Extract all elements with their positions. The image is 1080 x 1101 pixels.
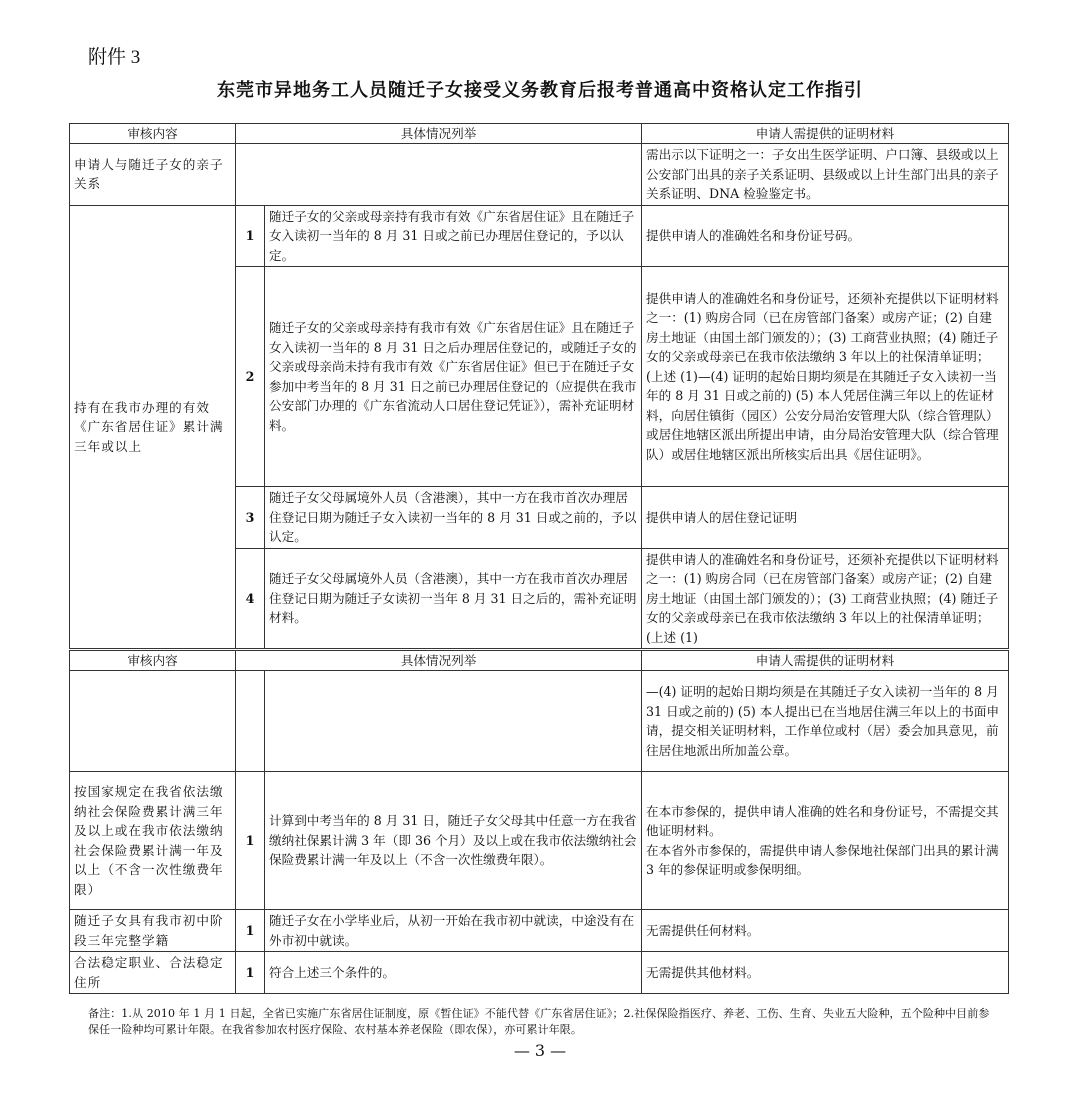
page-number: — 3 —: [513, 1041, 567, 1060]
table-row: [70, 205, 1009, 267]
row-number-empty: [236, 671, 265, 772]
column-header-materials: 申请人需提供的证明材料: [642, 124, 1009, 144]
row-number: 4: [236, 548, 265, 649]
materials-cell: —(4) 证明的起始日期均须是在其随迁子女入读初一当年的 8 月 31 日或之前的) (5) 本人提出已在当地居住满三年以上的书面申请，提交相关证明材料，工作单位或村（居）委会加具意见，前往居住地派出所加盖公章。: [642, 671, 1009, 772]
column-header-situation: 具体情况列举: [236, 651, 642, 671]
materials-cell: 需出示以下证明之一：子女出生医学证明、户口簿、县级或以上公安部门出具的亲子关系证明、县级或以上计生部门出具的亲子关系证明、DNA 检验鉴定书。: [642, 144, 1009, 206]
row-number: 2: [236, 267, 265, 487]
materials-other-city-insured: 在本省外市参保的，需提供申请人参保地社保部门出具的累计满 3 年的参保证明或参保明细。: [646, 842, 999, 877]
table-header-row: [70, 124, 1009, 144]
category-cell: 按国家规定在我省依法缴纳社会保险费累计满三年及以上或在我市依法缴纳社会保险费累计满一年及以上（不含一次性缴费年限）: [70, 772, 236, 910]
row-number: 3: [236, 487, 265, 549]
materials-local-insured: 在本市参保的，提供申请人准确的姓名和身份证号，不需提交其他证明材料。: [646, 803, 999, 838]
column-header-situation: 具体情况列举: [236, 124, 642, 144]
footnote: 备注：1.从 2010 年 1 月 1 日起，全省已实施广东省居住证制度，原《暂住证》不能代替《广东省居住证》；2.社保保险指医疗、养老、工伤、生育、失业五大险种，五个险种中目前参保任一险种均可累计年限。在我省参加农村医疗保险、农村基本养老保险（即农保），亦可累计年限。: [88, 1007, 990, 1036]
situation-cell: 随迁子女父母属境外人员（含港澳），其中一方在我市首次办理居住登记日期为随迁子女读初一当年 8 月 31 日之后的，需补充证明材料。: [265, 548, 642, 649]
situation-cell: 符合上述三个条件的。: [265, 952, 642, 994]
row-number: 1: [236, 772, 265, 910]
category-cell: 随迁子女具有我市初中阶段三年完整学籍: [70, 910, 236, 952]
materials-cell: 提供申请人的准确姓名和身份证号，还须补充提供以下证明材料之一：(1) 购房合同（已在房管部门备案）或房产证；(2) 自建房土地证（由国土部门颁发的）；(3) 工商营业执照；(4) 随迁子女的父亲或母亲已在我市依法缴纳 3 年以上的社保清单证明；(上述 (1): [642, 548, 1009, 649]
situation-cell-empty: [236, 144, 642, 206]
materials-cell: [642, 772, 1009, 910]
situation-cell: 随迁子女的父亲或母亲持有我市有效《广东省居住证》且在随迁子女入读初一当年的 8 月 31 日之后办理居住登记的，或随迁子女的父亲或母亲尚未持有我市有效《广东省居住证》但已于在随迁子女参加中考当年的 8 月 31 日之前已办理居住登记的（应提供在我市公安部门办理的《广东省流动人口居住登记凭证》），需补充证明材料。: [265, 267, 642, 487]
category-cell: 持有在我市办理的有效《广东省居住证》累计满三年或以上: [70, 205, 236, 649]
category-cell-empty: [70, 671, 236, 772]
table-row: [70, 671, 1009, 772]
table-row: [70, 952, 1009, 994]
category-cell: 合法稳定职业、合法稳定住所: [70, 952, 236, 994]
table-row: [70, 772, 1009, 910]
table-row: [70, 144, 1009, 206]
situation-cell-empty: [265, 671, 642, 772]
column-header-review: 审核内容: [70, 124, 236, 144]
materials-cell: 提供申请人的准确姓名和身份证号，还须补充提供以下证明材料之一：(1) 购房合同（已在房管部门备案）或房产证；(2) 自建房土地证（由国土部门颁发的）；(3) 工商营业执照；(4) 随迁子女的父亲或母亲已在我市依法缴纳 3 年以上的社保清单证明；(上述 (1)—(4) 证明的起始日期均须是在其随迁子女入读初一当年的 8 月 31 日或之前的) (5) 本人凭居住满三年以上的佐证材料，向居住镇街（园区）公安分局治安管理大队（综合管理队）或居住地辖区派出所提出申请，由分局治安管理大队（综合管理队）或居住地辖区派出所核实后出具《居住证明》。: [642, 267, 1009, 487]
category-cell: 申请人与随迁子女的亲子关系: [70, 144, 236, 206]
materials-cell: 提供申请人的准确姓名和身份证号码。: [642, 205, 1009, 267]
materials-cell: 无需提供任何材料。: [642, 910, 1009, 952]
column-header-review: 审核内容: [70, 651, 236, 671]
table-row: [70, 910, 1009, 952]
row-number: 1: [236, 910, 265, 952]
materials-cell: 提供申请人的居住登记证明: [642, 487, 1009, 549]
table-header-row: [70, 651, 1009, 671]
situation-cell: 随迁子女的父亲或母亲持有我市有效《广东省居住证》且在随迁子女入读初一当年的 8 月 31 日或之前已办理居住登记的，予以认定。: [265, 205, 642, 267]
row-number: 1: [236, 205, 265, 267]
situation-cell: 随迁子女在小学毕业后，从初一开始在我市初中就读，中途没有在外市初中就读。: [265, 910, 642, 952]
column-header-materials: 申请人需提供的证明材料: [642, 651, 1009, 671]
document-title: 东莞市异地务工人员随迁子女接受义务教育后报考普通高中资格认定工作指引: [217, 80, 863, 101]
guideline-table-page-part-2: [69, 650, 1009, 994]
materials-cell: 无需提供其他材料。: [642, 952, 1009, 994]
guideline-table-page-part-1: [69, 123, 1009, 649]
row-number: 1: [236, 952, 265, 994]
situation-cell: 随迁子女父母属境外人员（含港澳），其中一方在我市首次办理居住登记日期为随迁子女入读初一当年的 8 月 31 日或之前的，予以认定。: [265, 487, 642, 549]
attachment-label: 附件 3: [88, 47, 141, 68]
situation-cell: 计算到中考当年的 8 月 31 日，随迁子女父母其中任意一方在我省缴纳社保累计满 3 年（即 36 个月）及以上或在我市依法缴纳社会保险费累计满一年及以上（不含一次性缴费年限）。: [265, 772, 642, 910]
